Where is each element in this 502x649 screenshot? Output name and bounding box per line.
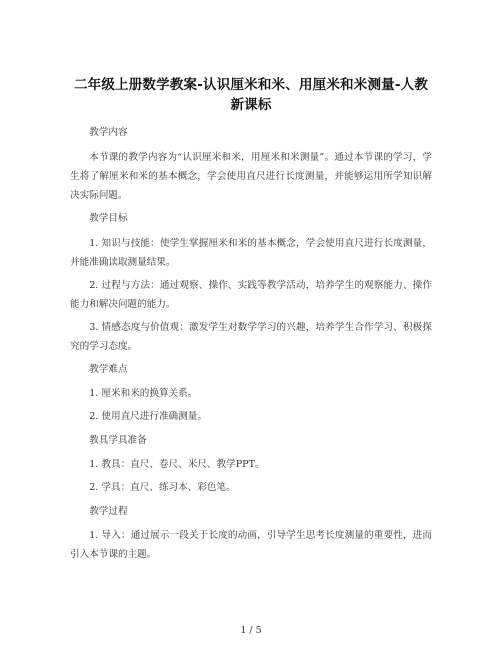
objective-item-1: 1. 知识与技能：使学生掌握厘米和米的基本概念，学会使用直尺进行长度测量，并能准确读取测量结果。 bbox=[70, 238, 432, 268]
section-heading-materials: 教具学具准备 bbox=[89, 435, 147, 446]
objective-item-3: 3. 情感态度与价值观：激发学生对数学学习的兴趣，培养学生合作学习、积极探究的学习态度。 bbox=[70, 322, 432, 352]
material-item-1: 1. 教具：直尺、卷尺、米尺、教学PPT。 bbox=[89, 459, 265, 470]
section-heading-objectives: 教学目标 bbox=[89, 213, 128, 224]
paragraph-content: 本节课的教学内容为“认识厘米和米，用厘米和米测量”。通过本节课的学习，学生将了解厘米和米的基本概念，学会使用直尺进行长度测量，并能够运用所学知识解决实际问题。 bbox=[70, 152, 432, 201]
section-heading-difficulties: 教学难点 bbox=[89, 364, 128, 375]
section-heading-process: 教学过程 bbox=[89, 506, 128, 517]
difficulty-item-1: 1. 厘米和米的换算关系。 bbox=[89, 388, 198, 399]
section-heading-content: 教学内容 bbox=[89, 127, 128, 138]
document-title: 二年级上册数学教案-认识厘米和米、用厘米和米测量-人教新课标 bbox=[73, 77, 429, 113]
page-number: 1 / 5 bbox=[240, 625, 262, 636]
objective-item-2: 2. 过程与方法：通过观察、操作、实践等教学活动，培养学生的观察能力、操作能力和解决问题的能力。 bbox=[70, 280, 432, 310]
material-item-2: 2. 学具：直尺、练习本、彩色笔。 bbox=[89, 482, 236, 493]
difficulty-item-2: 2. 使用直尺进行准确测量。 bbox=[89, 411, 207, 422]
process-item-1: 1. 导入：通过展示一段关于长度的动画，引导学生思考长度测量的重要性，进而引入本节课的主题。 bbox=[70, 530, 432, 560]
